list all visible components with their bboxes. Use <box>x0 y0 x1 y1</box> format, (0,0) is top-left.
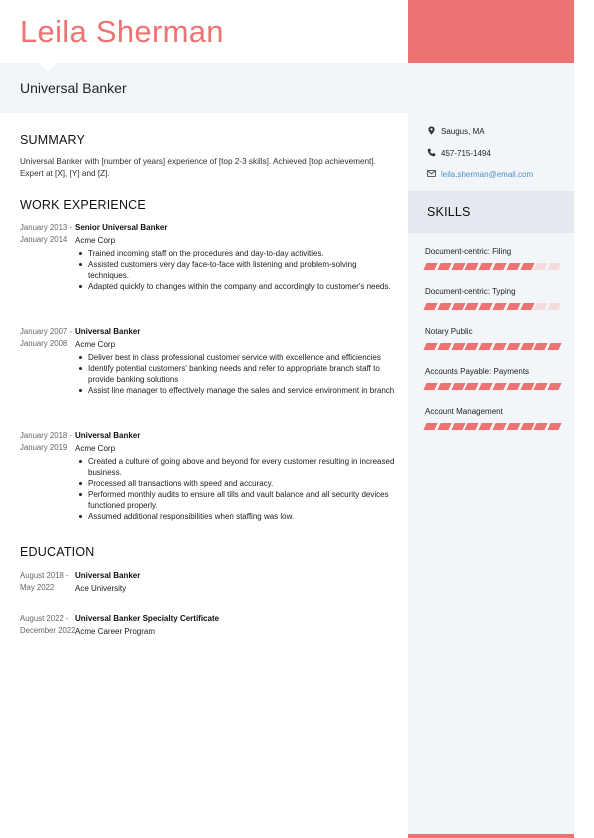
education-heading: EDUCATION <box>20 545 95 559</box>
summary-text: Universal Banker with [number of years] experience of [top 2-3 skills]. Achieved [top achievement]. Expert at [X], [Y] and [Z]. <box>20 157 376 178</box>
education-date: August 2018 - May 2022 <box>20 571 69 592</box>
bullet-item: Adapted quickly to changes within the company and accordingly to customer's needs. <box>75 281 395 292</box>
skill-level-segment <box>534 343 548 350</box>
skill-level-segment <box>465 343 479 350</box>
phone-text: 457-715-1494 <box>441 149 491 158</box>
skill-item <box>425 366 560 390</box>
contact-location <box>427 126 485 136</box>
skill-level-segment <box>479 343 493 350</box>
education-date: August 2022 - December 2022 <box>20 614 76 635</box>
skill-level-segment <box>451 303 465 310</box>
skill-level-bar <box>425 303 560 310</box>
skill-level-segment <box>465 303 479 310</box>
experience-role: Universal Banker <box>75 327 141 336</box>
experience-date: January 2013 - January 2014 <box>20 223 73 244</box>
skill-level-segment <box>520 343 534 350</box>
skill-level-segment <box>465 263 479 270</box>
skill-name: Document-centric: Typing <box>425 287 516 296</box>
skill-level-segment <box>423 303 437 310</box>
skills-heading: SKILLS <box>427 205 471 219</box>
email-link[interactable]: leila.sherman@email.com <box>441 170 534 179</box>
education-school: Acme Career Program <box>75 627 156 636</box>
skill-level-segment <box>437 423 451 430</box>
job-title: Universal Banker <box>20 80 127 96</box>
skill-level-segment <box>520 303 534 310</box>
skill-item <box>425 246 560 270</box>
skill-level-bar <box>425 383 560 390</box>
envelope-icon <box>427 169 436 178</box>
skill-level-segment <box>520 263 534 270</box>
phone-icon <box>427 148 436 157</box>
skill-item <box>425 406 560 430</box>
skill-level-segment <box>479 423 493 430</box>
skill-level-segment <box>492 383 506 390</box>
skill-level-segment <box>423 263 437 270</box>
skill-level-segment <box>437 383 451 390</box>
experience-date: January 2018 - January 2019 <box>20 431 73 452</box>
skill-level-segment <box>465 423 479 430</box>
skill-level-segment <box>479 263 493 270</box>
skill-level-segment <box>534 263 548 270</box>
skill-level-segment <box>437 263 451 270</box>
contact-phone <box>427 148 491 158</box>
skill-level-segment <box>548 303 562 310</box>
bullet-item: Deliver best in class professional customer service with excellence and efficiencies <box>75 352 395 363</box>
bullet-item: Assist line manager to effectively manage the sales and service environment in branch <box>75 385 395 396</box>
skill-level-segment <box>506 303 520 310</box>
sidebar-accent-strip <box>408 834 574 838</box>
skill-level-segment <box>492 423 506 430</box>
skill-name: Notary Public <box>425 327 473 336</box>
sidebar-accent-block <box>408 0 574 63</box>
skill-level-segment <box>451 263 465 270</box>
skill-level-segment <box>506 423 520 430</box>
skill-level-segment <box>492 263 506 270</box>
bullet-item: Processed all transactions with speed and accuracy. <box>75 478 395 489</box>
title-notch <box>39 63 57 71</box>
contact-email[interactable] <box>427 169 533 179</box>
skill-level-segment <box>520 383 534 390</box>
work-experience-heading: WORK EXPERIENCE <box>20 198 146 212</box>
summary-heading: SUMMARY <box>20 133 86 147</box>
skill-level-segment <box>534 423 548 430</box>
bullet-item: Identify potential customers' banking needs and refer to appropriate branch staff to provide banking solutions <box>75 363 395 385</box>
skill-item <box>425 326 560 350</box>
experience-org: Acme Corp <box>75 236 116 245</box>
bullet-item: Created a culture of going above and beyond for every customer resulting in increased business. <box>75 456 395 478</box>
skill-level-segment <box>465 383 479 390</box>
skill-name: Account Management <box>425 407 503 416</box>
skill-level-segment <box>451 383 465 390</box>
skill-level-segment <box>423 343 437 350</box>
skill-level-segment <box>479 303 493 310</box>
skill-level-segment <box>423 423 437 430</box>
bullet-item: Performed monthly audits to ensure all tills and vault balance and all security devices functioned properly. <box>75 489 395 511</box>
skill-level-segment <box>437 303 451 310</box>
experience-date: January 2007 - January 2008 <box>20 327 73 348</box>
bullet-item: Trained incoming staff on the procedures and day-to-day activities. <box>75 248 395 259</box>
skill-level-segment <box>534 383 548 390</box>
skill-level-segment <box>492 343 506 350</box>
skill-level-segment <box>548 343 562 350</box>
skill-level-segment <box>548 423 562 430</box>
skill-level-segment <box>423 383 437 390</box>
skill-name: Document-centric: Filing <box>425 247 512 256</box>
experience-org: Acme Corp <box>75 444 116 453</box>
education-school: Ace University <box>75 584 127 593</box>
skill-level-segment <box>506 263 520 270</box>
education-degree: Universal Banker <box>75 571 141 580</box>
skill-level-segment <box>534 303 548 310</box>
skill-item <box>425 286 560 310</box>
skill-level-bar <box>425 343 560 350</box>
education-degree: Universal Banker Specialty Certificate <box>75 614 220 623</box>
candidate-name: Leila Sherman <box>20 14 224 49</box>
skill-level-segment <box>437 343 451 350</box>
skill-level-segment <box>451 343 465 350</box>
skill-level-segment <box>479 383 493 390</box>
experience-role: Universal Banker <box>75 431 141 440</box>
bullet-item: Assisted customers very day face-to-face with listening and problem-solving techniques. <box>75 259 395 281</box>
map-pin-icon <box>427 126 436 135</box>
skill-level-segment <box>506 383 520 390</box>
experience-bullets <box>75 352 395 396</box>
skill-level-segment <box>451 423 465 430</box>
skill-level-bar <box>425 263 560 270</box>
bullet-item: Assumed additional responsibilities when staffing was low. <box>75 511 395 522</box>
experience-bullets <box>75 456 395 522</box>
experience-org: Acme Corp <box>75 340 116 349</box>
skill-level-segment <box>520 423 534 430</box>
skill-level-bar <box>425 423 560 430</box>
skill-level-segment <box>548 263 562 270</box>
location-text: Saugus, MA <box>441 127 485 136</box>
skill-name: Accounts Payable: Payments <box>425 367 530 376</box>
skill-level-segment <box>506 343 520 350</box>
skill-level-segment <box>548 383 562 390</box>
experience-role: Senior Universal Banker <box>75 223 168 232</box>
experience-bullets <box>75 248 395 292</box>
skill-level-segment <box>492 303 506 310</box>
